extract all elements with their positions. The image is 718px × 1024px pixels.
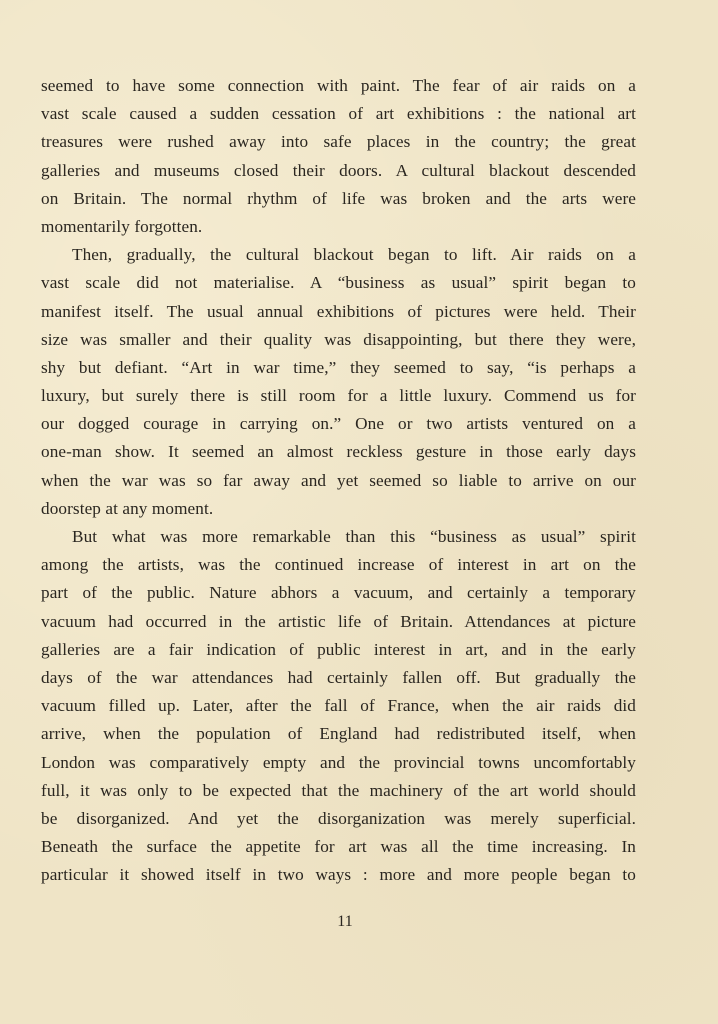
text-line: manifest itself. The usual annual exhibitions of pictures were held. Their	[41, 301, 636, 321]
text-line: particular it showed itself in two ways : more and more people began to	[41, 865, 636, 885]
text-line: among the artists, was the continued increase of interest in art on the	[41, 555, 636, 575]
text-line: doorstep at any moment.	[41, 498, 214, 518]
text-line: vast scale did not materialise. A “business as usual” spirit began to	[41, 273, 636, 293]
text-line: vast scale caused a sudden cessation of art exhibitions : the national art	[41, 104, 636, 124]
text-line: London was comparatively empty and the provincial towns uncomfortably	[41, 752, 636, 772]
text-line: galleries are a fair indication of public interest in art, and in the early	[41, 639, 636, 659]
text-line: Then, gradually, the cultural blackout began to lift. Air raids on a	[72, 245, 636, 265]
text-line: when the war was so far away and yet seemed so liable to arrive on our	[41, 470, 636, 490]
text-line: shy but defiant. “Art in war time,” they seemed to say, “is perhaps a	[41, 357, 636, 377]
text-line: treasures were rushed away into safe places in the country; the great	[41, 132, 636, 152]
text-line: seemed to have some connection with paint. The fear of air raids on a	[41, 76, 636, 95]
text-line: on Britain. The normal rhythm of life was broken and the arts were	[41, 188, 636, 208]
paragraph-2	[41, 241, 636, 523]
text-line: vacuum had occurred in the artistic life of Britain. Attendances at picture	[41, 611, 636, 631]
page-number: 11	[337, 913, 353, 930]
text-line: our dogged courage in carrying on.” One or two artists ventured on a	[41, 414, 636, 434]
text-line: arrive, when the population of England had redistributed itself, when	[41, 724, 636, 744]
text-line: vacuum filled up. Later, after the fall of France, when the air raids did	[41, 696, 636, 716]
text-line: size was smaller and their quality was disappointing, but there they were,	[41, 329, 636, 349]
paragraph-3	[41, 523, 636, 889]
text-line: part of the public. Nature abhors a vacuum, and certainly a temporary	[41, 583, 636, 603]
text-line: days of the war attendances had certainly fallen off. But gradually the	[41, 667, 636, 687]
text-line: galleries and museums closed their doors. A cultural blackout descended	[41, 160, 636, 180]
text-line: But what was more remarkable than this “business as usual” spirit	[72, 527, 636, 546]
paragraph-1	[41, 72, 636, 241]
text-line: one-man show. It seemed an almost reckless gesture in those early days	[41, 442, 636, 462]
page-body	[41, 72, 636, 889]
text-line: Beneath the surface the appetite for art was all the time increasing. In	[41, 837, 636, 857]
text-line: momentarily forgotten.	[41, 216, 203, 236]
text-line: luxury, but surely there is still room for a little luxury. Commend us for	[41, 386, 636, 406]
text-line: full, it was only to be expected that the machinery of the art world should	[41, 780, 636, 800]
text-line: be disorganized. And yet the disorganization was merely superficial.	[41, 808, 636, 828]
